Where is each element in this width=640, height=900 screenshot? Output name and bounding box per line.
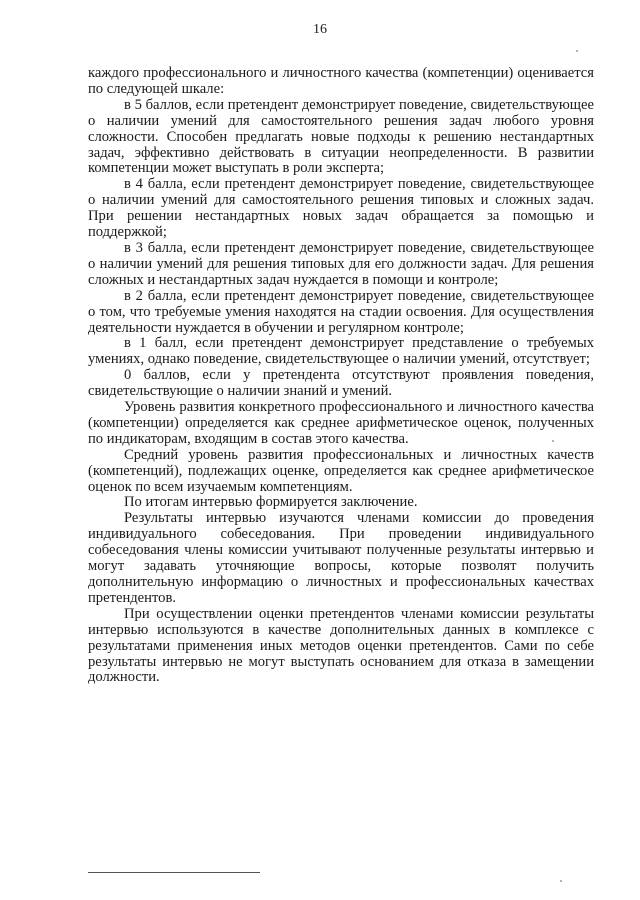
footnote-rule xyxy=(88,872,260,873)
document-body xyxy=(88,66,594,686)
paragraph-score-5: в 5 баллов, если претендент демонстрирует поведение, свидетельствующее о наличии умений для самостоятельного решения задач любого уровня сложности. Способен предлагать новые подходы к решению нестандартных задач, эффективно действовать в ситуации неопределенности. В развитии компетенции может выступать в роли эксперта; xyxy=(88,96,594,177)
paragraph-score-0: 0 баллов, если у претендента отсутствуют проявления поведения, свидетельствующие о наличии знаний и умений. xyxy=(88,367,594,400)
paragraph-score-3: в 3 балла, если претендент демонстрирует поведение, свидетельствующее о наличии умений для решения типовых для его должности задач. Для решения сложных и нестандартных задач нуждается в помощи и контроле; xyxy=(88,239,594,288)
paragraph-scale-intro: каждого профессионального и личностного качества (компетенции) оценивается по следующей шкале: xyxy=(88,65,594,97)
paragraph-score-1: в 1 балл, если претендент демонстрирует представление о требуемых умениях, однако поведение, свидетельствующее о наличии умений, отсутствует; xyxy=(88,335,594,368)
paragraph-competence-level: Уровень развития конкретного профессионального и личностного качества (компетенции) определяется как среднее арифметическое оценок, полученных по индикаторам, входящим в состав этого качества. xyxy=(88,399,594,447)
paragraph-interview-usage: При осуществлении оценки претендентов членами комиссии результаты интервью используются в качестве дополнительных данных в комплексе с результатами применения иных методов оценки претендентов. Сами по себе результаты интервью не могут выступать основанием для отказа в замещении должности. xyxy=(88,605,594,686)
scan-speck xyxy=(560,880,562,882)
paragraph-conclusion: По итогам интервью формируется заключение. xyxy=(124,494,418,511)
page-number: 16 xyxy=(313,22,327,37)
scan-speck xyxy=(576,50,578,52)
paragraph-average-level: Средний уровень развития профессиональных и личностных качеств (компетенций), подлежащих оценке, определяется как среднее арифметическое оценок по всем изучаемым компетенциям. xyxy=(88,446,594,495)
paragraph-interview-results: Результаты интервью изучаются членами комиссии до проведения индивидуального собеседования. При проведении индивидуального собеседования члены комиссии учитывают полученные результаты интервью и могут задавать уточняющие вопросы, которые позволят получить дополнительную информацию о личностных и профессиональных качествах претендентов. xyxy=(88,510,594,606)
paragraph-score-4: в 4 балла, если претендент демонстрирует поведение, свидетельствующее о наличии умений для самостоятельного решения типовых и сложных задач. При решении нестандартных новых задач обращается за помощью и поддержкой; xyxy=(88,176,594,241)
scan-speck xyxy=(552,440,554,442)
paragraph-score-2: в 2 балла, если претендент демонстрирует поведение, свидетельствующее о том, что требуемые умения находятся на стадии освоения. Для осуществления деятельности нуждается в обучении и регулярном контроле; xyxy=(88,287,594,336)
